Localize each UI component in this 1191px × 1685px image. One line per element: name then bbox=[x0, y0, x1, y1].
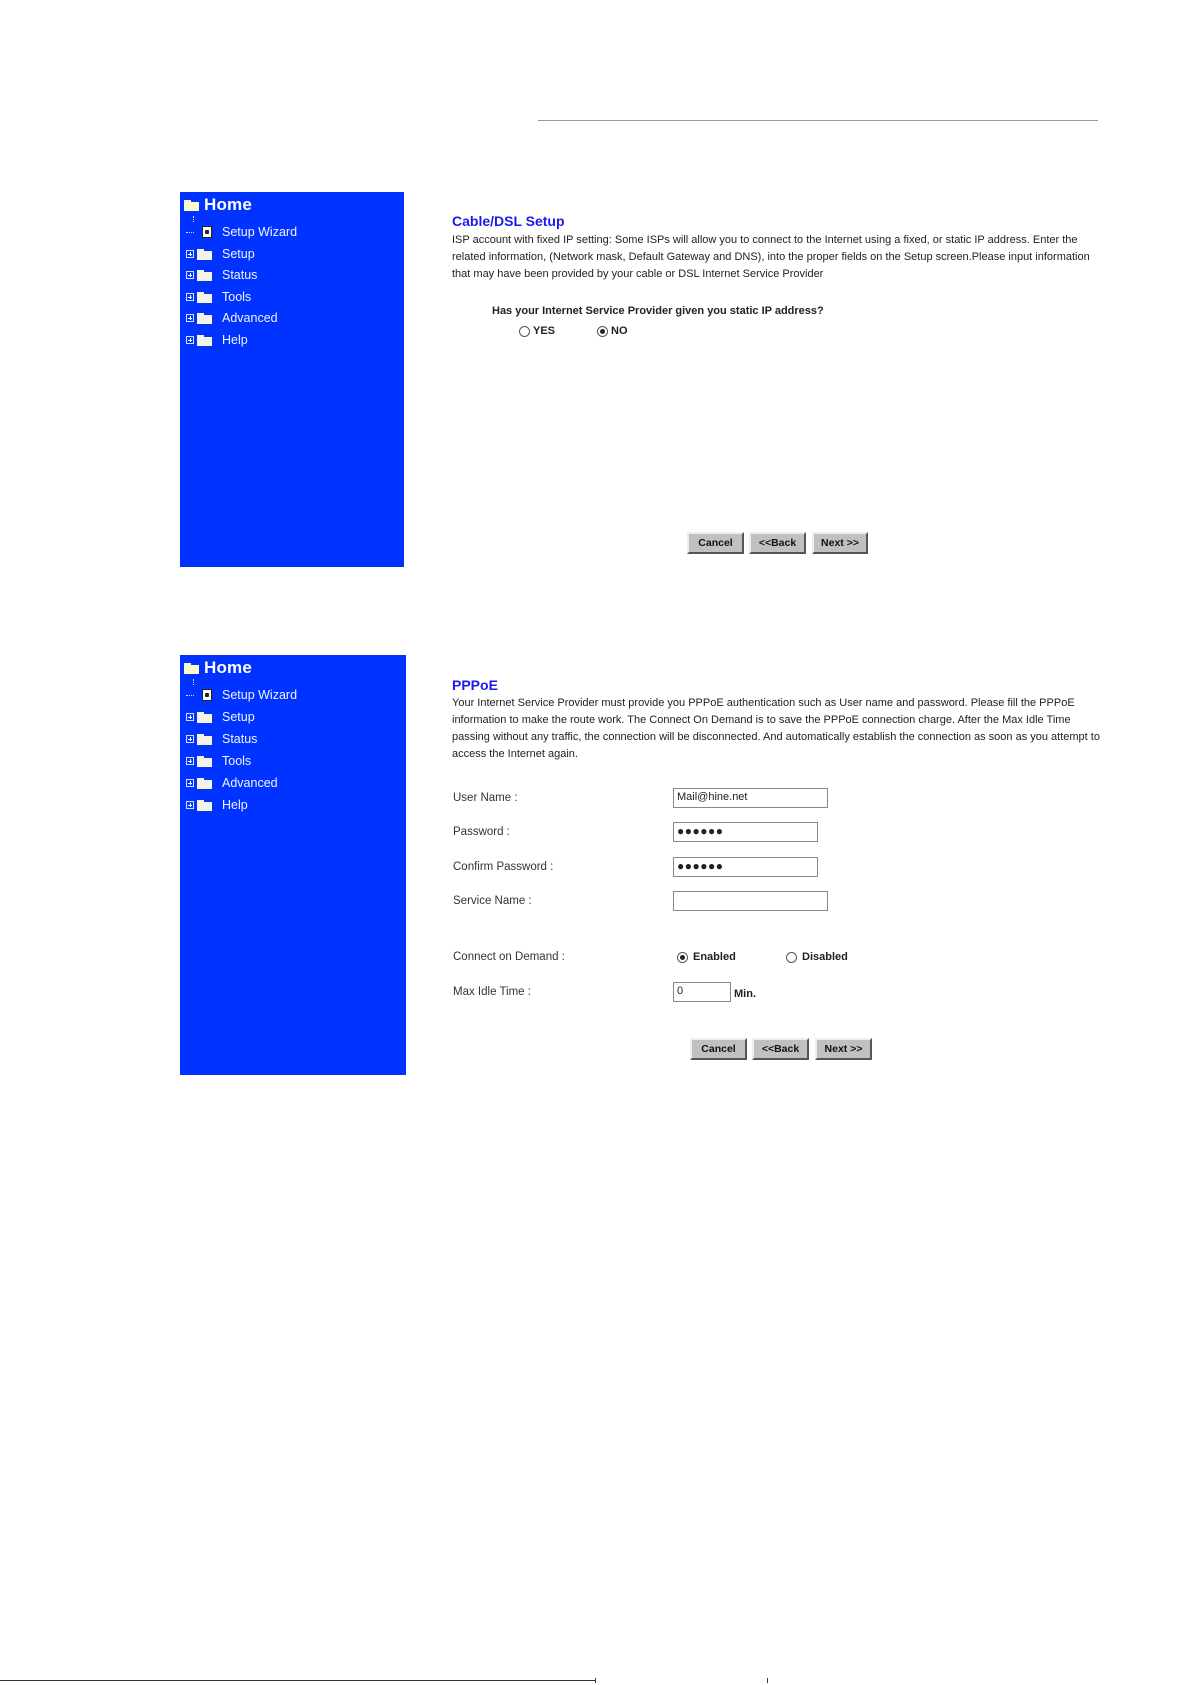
expand-icon[interactable] bbox=[186, 735, 194, 743]
expand-icon[interactable] bbox=[186, 801, 194, 809]
sidebar-item-label: Tools bbox=[222, 754, 252, 768]
pppoe-description: Your Internet Service Provider must provide you PPPoE authentication such as User name and password. Please fill the PPPoE information to make the route work. The Connect On Demand is to save the PPPoE connection charge. After the Max Idle Time passing without any traffic, the connection will be disconnected. And automatically establish the connection as soon as you attempt to access the Internet again. bbox=[452, 697, 1100, 760]
folder-icon bbox=[197, 335, 212, 346]
enabled-radio[interactable] bbox=[677, 952, 688, 963]
expand-icon[interactable] bbox=[186, 779, 194, 787]
password-input[interactable]: ●●●●●● bbox=[673, 822, 818, 842]
yes-radio-label: YES bbox=[533, 325, 556, 337]
sidebar-item-tools[interactable] bbox=[186, 287, 251, 307]
sidebar-home[interactable] bbox=[184, 657, 252, 679]
back-button[interactable]: <<Back bbox=[749, 532, 806, 554]
sidebar bbox=[180, 192, 404, 567]
max-idle-time-input[interactable]: 0 bbox=[673, 982, 731, 1002]
sidebar-item-advanced[interactable] bbox=[186, 773, 278, 793]
sidebar-item-label: Help bbox=[222, 333, 248, 347]
next-button[interactable]: Next >> bbox=[815, 1038, 872, 1060]
folder-icon bbox=[197, 756, 212, 767]
sidebar-item-help[interactable] bbox=[186, 330, 248, 350]
connect-on-demand-label: Connect on Demand : bbox=[453, 951, 565, 963]
connect-enabled-option[interactable] bbox=[677, 951, 736, 963]
tree-connector bbox=[186, 695, 194, 696]
expand-icon[interactable] bbox=[186, 757, 194, 765]
yes-radio[interactable] bbox=[519, 326, 530, 337]
sidebar-item-label: Setup bbox=[222, 710, 255, 724]
sidebar-item-label: Help bbox=[222, 798, 248, 812]
expand-icon[interactable] bbox=[186, 314, 194, 322]
sidebar-item-label: Status bbox=[222, 268, 258, 282]
static-ip-question: Has your Internet Service Provider given you static IP address? bbox=[492, 305, 824, 317]
disabled-radio[interactable] bbox=[786, 952, 797, 963]
no-radio[interactable] bbox=[597, 326, 608, 337]
sidebar-item-label: Setup bbox=[222, 247, 255, 261]
expand-icon[interactable] bbox=[186, 250, 194, 258]
sidebar-item-help[interactable] bbox=[186, 795, 248, 815]
no-radio-label: NO bbox=[611, 325, 628, 337]
user-name-label: User Name : bbox=[453, 792, 518, 804]
confirm-password-label: Confirm Password : bbox=[453, 861, 554, 873]
static-ip-no-option[interactable] bbox=[597, 325, 628, 337]
folder-icon bbox=[197, 800, 212, 811]
document-icon bbox=[202, 689, 212, 701]
sidebar-item-label: Advanced bbox=[222, 776, 278, 790]
folder-open-icon bbox=[184, 663, 199, 674]
disabled-radio-label: Disabled bbox=[802, 951, 848, 963]
max-idle-time-label: Max Idle Time : bbox=[453, 986, 531, 998]
confirm-password-input[interactable]: ●●●●●● bbox=[673, 857, 818, 877]
folder-icon bbox=[197, 270, 212, 281]
password-label: Password : bbox=[453, 826, 510, 838]
connect-disabled-option[interactable] bbox=[786, 951, 848, 963]
cable-setup-title: Cable/DSL Setup bbox=[452, 213, 565, 229]
folder-open-icon bbox=[184, 200, 199, 211]
enabled-radio-label: Enabled bbox=[693, 951, 736, 963]
page-footer-tick bbox=[595, 1678, 596, 1683]
page-footer-rule bbox=[0, 1680, 595, 1681]
pppoe-title: PPPoE bbox=[452, 677, 498, 693]
folder-icon bbox=[197, 313, 212, 324]
sidebar-item-setup-wizard[interactable] bbox=[186, 685, 297, 705]
sidebar-item-label: Setup Wizard bbox=[222, 688, 298, 702]
sidebar bbox=[180, 655, 406, 1075]
sidebar-item-status[interactable] bbox=[186, 729, 257, 749]
sidebar-item-setup[interactable] bbox=[186, 244, 255, 264]
sidebar-home-label: Home bbox=[204, 658, 253, 677]
cancel-button[interactable]: Cancel bbox=[687, 532, 744, 554]
sidebar-item-setup-wizard[interactable] bbox=[186, 222, 297, 242]
static-ip-yes-option[interactable] bbox=[519, 325, 555, 337]
expand-icon[interactable] bbox=[186, 271, 194, 279]
page-footer-tick bbox=[767, 1678, 768, 1683]
document-icon bbox=[202, 226, 212, 238]
cancel-button[interactable]: Cancel bbox=[690, 1038, 747, 1060]
folder-icon bbox=[197, 249, 212, 260]
sidebar-item-setup[interactable] bbox=[186, 707, 255, 727]
expand-icon[interactable] bbox=[186, 713, 194, 721]
folder-icon bbox=[197, 292, 212, 303]
sidebar-item-status[interactable] bbox=[186, 265, 257, 285]
folder-icon bbox=[197, 778, 212, 789]
folder-icon bbox=[197, 734, 212, 745]
sidebar-item-label: Setup Wizard bbox=[222, 225, 298, 239]
sidebar-home-label: Home bbox=[204, 195, 253, 214]
expand-icon[interactable] bbox=[186, 336, 194, 344]
user-name-input[interactable]: Mail@hine.net bbox=[673, 788, 828, 808]
next-button[interactable]: Next >> bbox=[812, 532, 868, 554]
idle-unit-label: Min. bbox=[734, 988, 756, 1000]
sidebar-item-label: Tools bbox=[222, 290, 252, 304]
header-divider bbox=[538, 120, 1098, 121]
sidebar-item-label: Status bbox=[222, 732, 258, 746]
sidebar-home[interactable] bbox=[184, 194, 252, 216]
tree-connector bbox=[186, 232, 194, 233]
cable-setup-description: ISP account with fixed IP setting: Some ISPs will allow you to connect to the Internet using a fixed, or static IP address. Enter the related information, (Network mask, Default Gateway and DNS), into the proper fields on the Setup screen.Please input information that may have been provided by your cable or DSL Internet Service Provider bbox=[452, 234, 1090, 280]
service-name-label: Service Name : bbox=[453, 895, 532, 907]
service-name-input[interactable] bbox=[673, 891, 828, 911]
expand-icon[interactable] bbox=[186, 293, 194, 301]
sidebar-item-advanced[interactable] bbox=[186, 308, 278, 328]
sidebar-item-tools[interactable] bbox=[186, 751, 251, 771]
folder-icon bbox=[197, 712, 212, 723]
back-button[interactable]: <<Back bbox=[752, 1038, 809, 1060]
sidebar-item-label: Advanced bbox=[222, 311, 278, 325]
